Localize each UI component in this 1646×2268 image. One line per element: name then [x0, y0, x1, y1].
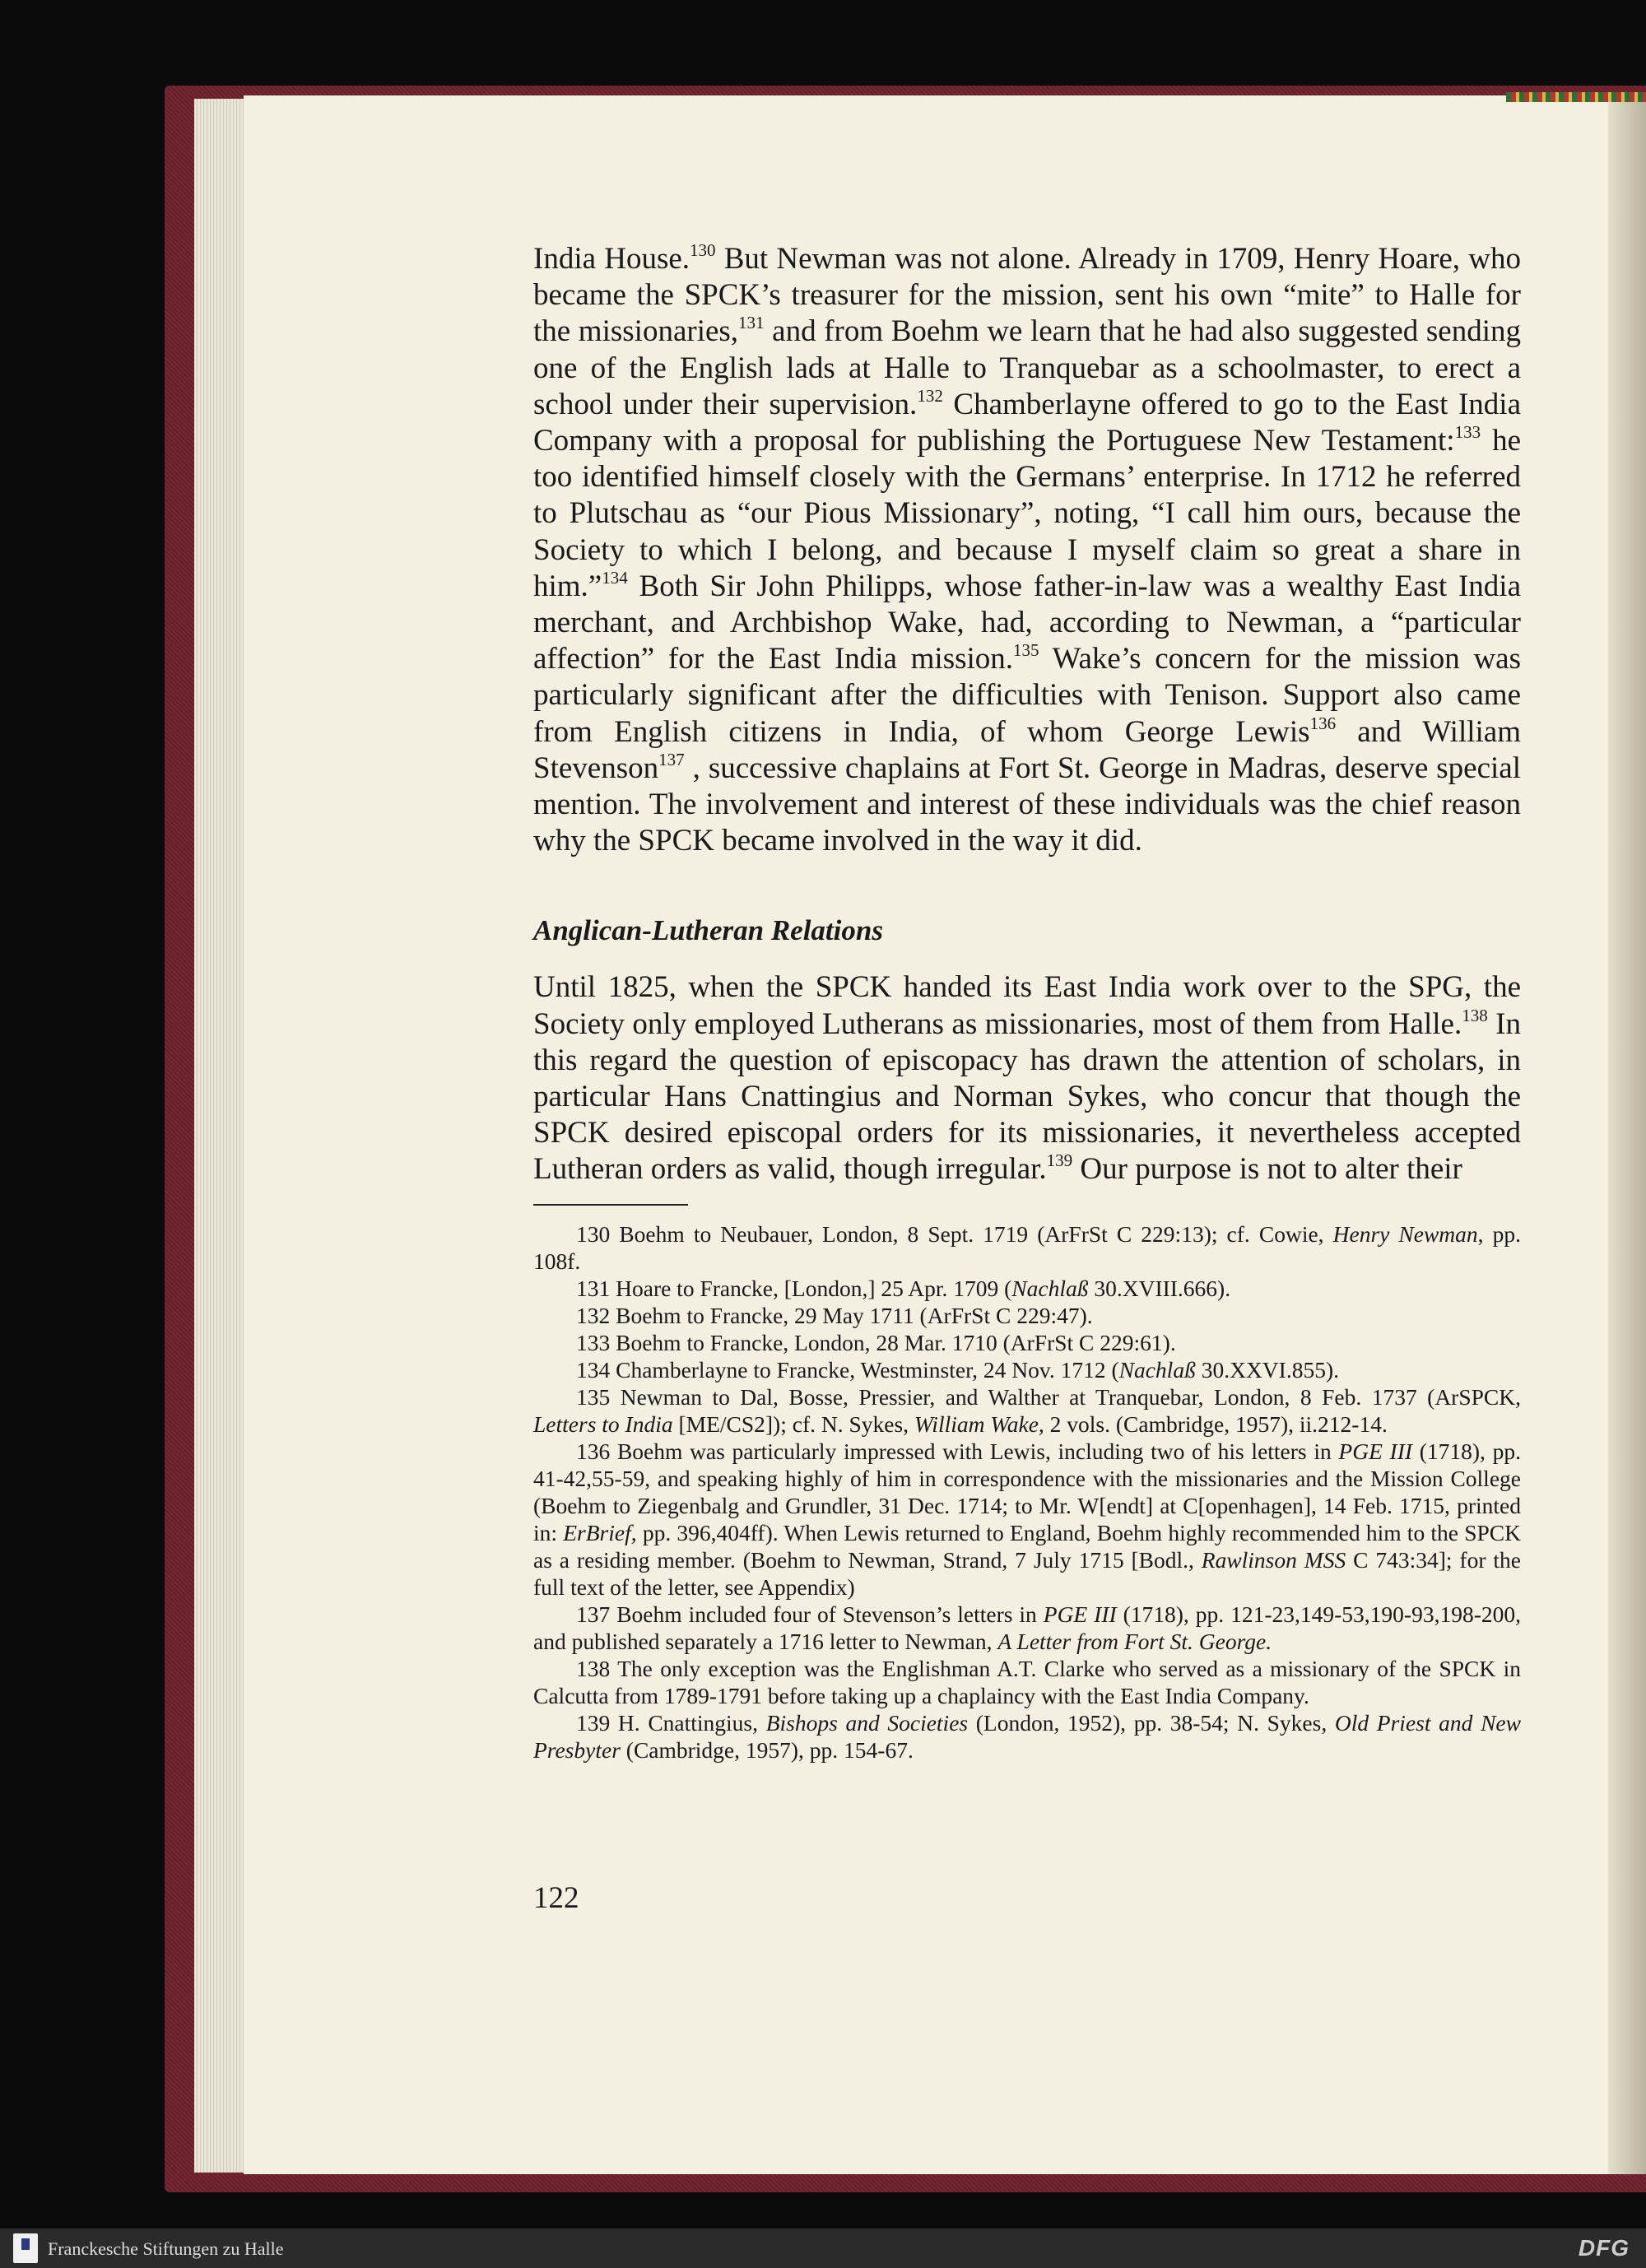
- main-text: [533, 241, 1521, 1188]
- footnote-ref-135[interactable]: 135: [1013, 640, 1039, 661]
- viewer-footer: [0, 2228, 1646, 2268]
- footnote-132: 132 Boehm to Francke, 29 May 1711 (ArFrSt C 229:47).: [576, 1303, 1093, 1328]
- page-number: 122: [533, 1881, 579, 1915]
- section-heading: Anglican-Lutheran Relations: [533, 914, 883, 947]
- footnote-135: 135 Newman to Dal, Bosse, Pressier, and Walther at Tranquebar, London, 8 Feb. 1737 (ArSPCK, Letters to India [ME/CS2]); cf. N. Sykes, William Wake, 2 vols. (Cambridge, 1957), ii.212-14.: [533, 1384, 1521, 1437]
- footnote-139: 139 H. Cnattingius, Bishops and Societies (London, 1952), pp. 38-54; N. Sykes, Old Priest and New Presbyter (Cambridge, 1957), pp. 154-67.: [533, 1710, 1521, 1763]
- footnote-ref-133[interactable]: 133: [1454, 422, 1481, 443]
- dfg-logo[interactable]: DFG: [1578, 2235, 1630, 2261]
- bookmark-ribbon: [1506, 92, 1646, 102]
- footnote-ref-138[interactable]: 138: [1462, 1005, 1488, 1025]
- footnote-134: 134 Chamberlayne to Francke, Westminster, 24 Nov. 1712 (Nachlaß 30.XXVI.855).: [576, 1357, 1339, 1383]
- footnote-ref-139[interactable]: 139: [1046, 1150, 1073, 1171]
- page-stack-edge: [194, 99, 247, 2173]
- footnote-ref-131[interactable]: 131: [738, 313, 765, 333]
- institution-logo-icon[interactable]: [13, 2233, 38, 2263]
- logo-mark: [21, 2238, 30, 2250]
- footnote-ref-136[interactable]: 136: [1309, 713, 1337, 733]
- footnote-131: 131 Hoare to Francke, [London,] 25 Apr. 1709 (Nachlaß 30.XVIII.666).: [576, 1276, 1231, 1301]
- page-gutter-shadow: [1608, 95, 1646, 2174]
- footnote-133: 133 Boehm to Francke, London, 28 Mar. 1710 (ArFrSt C 229:61).: [576, 1330, 1176, 1355]
- body-paragraph-2: Until 1825, when the SPCK handed its East India work over to the SPG, the Society only employed Lutherans as missionaries, most of them from Halle.$^{138}$ In this regard the question of episcopacy has drawn the attention of scholars, in particular Hans Cnattingius and Norman Sykes, who concur that though the SPCK desired episcopal orders for its missionaries, it nevertheless accepted Lutheran orders as valid, though irregular.$^{139}$ Our purpose is not to alter their: [533, 970, 1521, 1187]
- footnote-130: 130 Boehm to Neubauer, London, 8 Sept. 1719 (ArFrSt C 229:13); cf. Cowie, Henry Newman, pp. 108f.: [533, 1221, 1521, 1274]
- footnote-138: 138 The only exception was the Englishman A.T. Clarke who served as a missionary of the SPCK in Calcutta from 1789-1791 before taking up a chaplaincy with the East India Company.: [533, 1656, 1521, 1708]
- footnote-ref-134[interactable]: 134: [602, 567, 628, 588]
- footnote-ref-130[interactable]: 130: [690, 240, 716, 260]
- footnote-ref-137[interactable]: 137: [658, 749, 685, 769]
- body-paragraph-1: India House.$^{130}$ But Newman was not alone. Already in 1709, Henry Hoare, who became the SPCK’s treasurer for the mission, sent his own “mite” to Halle for the missionaries,$^{131}$ and from Boehm we learn that he had also suggested sending one of the English lads at Halle to Tranquebar as a schoolmaster, to erect a school under their supervision.$^{132}$ Chamberlayne offered to go to the East India Company with a proposal for publishing the Portuguese New Testament:$^{133}$ he too identified himself closely with the Germans’ enterprise. In 1712 he referred to Plutschau as “our Pious Missionary”, noting, “I call him ours, because the Society to which I belong, and because I myself claim so great a share in him.”$^{134}$ Both Sir John Philipps, whose father-in-law was a wealthy East India merchant, and Archbishop Wake, had, according to Newman, a “particular affection” for the East India mission.$^{135}$ Wake’s concern for the mission was particularly significant after the difficulties with Tenison. Support also came from English citizens in India, of whom George Lewis$^{136}$ and William Stevenson$^{137}$ , successive chaplains at Fort St. George in Madras, deserve special mention. The involvement and interest of these individuals was the chief reason why the SPCK became involved in the way it did.: [533, 240, 1522, 858]
- footnote-ref-132[interactable]: 132: [917, 385, 943, 406]
- footnote-137: 137 Boehm included four of Stevenson’s letters in PGE III (1718), pp. 121-23,149-53,190-93,198-200, and published separately a 1716 letter to Newman, A Letter from Fort St. George.: [533, 1601, 1521, 1654]
- footnote-separator: [533, 1204, 688, 1206]
- footnotes: [533, 1220, 1521, 1764]
- institution-name[interactable]: Franckesche Stiftungen zu Halle: [48, 2238, 284, 2259]
- footnote-136: 136 Boehm was particularly impressed with Lewis, including two of his letters in PGE III (1718), pp. 41-42,55-59, and speaking highly of him in correspondence with the missionaries and the Mission College (Boehm to Ziegenbalg and Grundler, 31 Dec. 1714; to Mr. W[endt] at C[openhagen], 14 Feb. 1715, printed in: ErBrief, pp. 396,404ff). When Lewis returned to England, Boehm highly recommended him to the SPCK as a residing member. (Boehm to Newman, Strand, 7 July 1715 [Bodl., Rawlinson MSS C 743:34]; for the full text of the letter, see Appendix): [533, 1438, 1521, 1600]
